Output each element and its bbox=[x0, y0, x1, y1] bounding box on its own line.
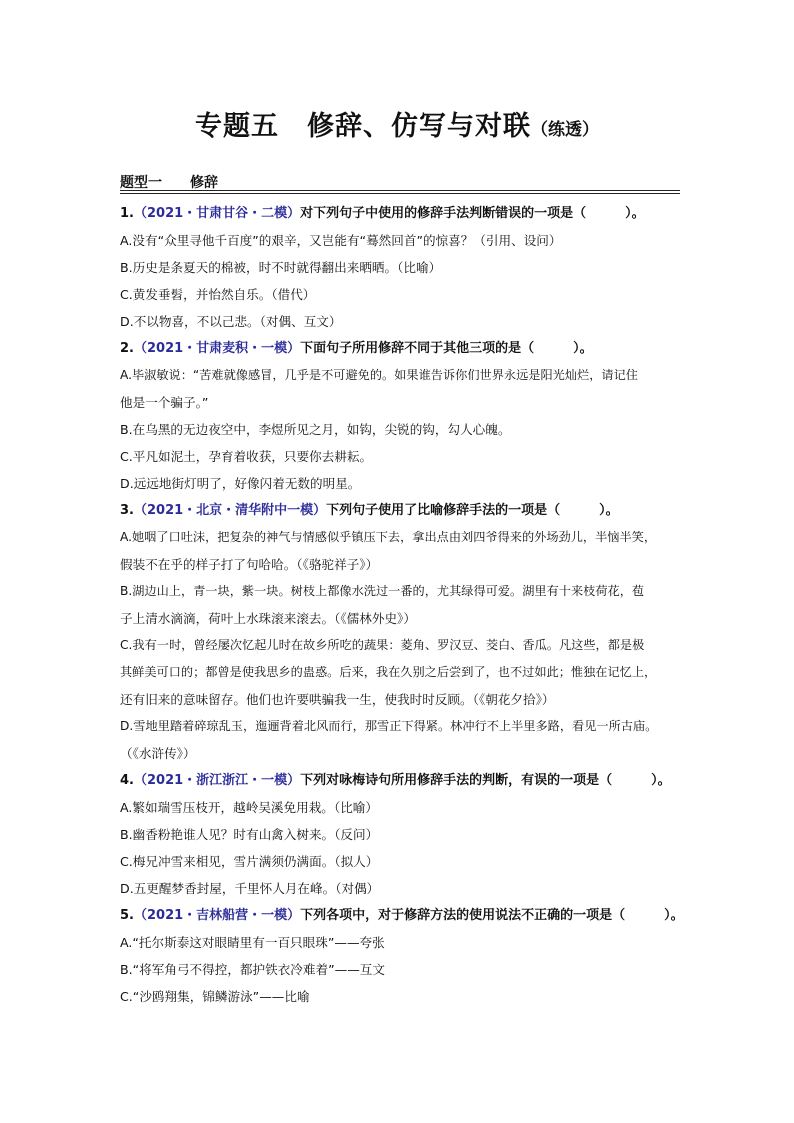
question-3-option-b-cont: 子上清水滴滴，荷叶上水珠滚来滚去。（《儒林外史》） bbox=[120, 611, 416, 626]
question-source: （2021・吉林船营・一模） bbox=[133, 908, 301, 923]
question-number: 3. bbox=[120, 503, 134, 518]
question-3-stem bbox=[120, 497, 700, 524]
question-3-option-a-cont: 假装不在乎的样子打了句哈哈。（《骆驼祥子》） bbox=[120, 557, 379, 572]
question-3-option-d-cont: （《水浒传》） bbox=[120, 746, 196, 761]
question-1-option-b: B.历史是条夏天的棉被，时不时就得翻出来晒晒。（比喻） bbox=[120, 260, 442, 275]
question-3-option-d: D.雪地里踏着碎琼乱玉，迤逦背着北风而行，那雪正下得紧。林冲行不上半里多路，看见一所古庙。 bbox=[120, 719, 658, 733]
question-3-option-b: B.湖边山上，青一块，紫一块。树枝上都像水洗过一番的，尤其绿得可爱。湖里有十来枝荷花，苞 bbox=[120, 584, 645, 598]
section-heading bbox=[120, 172, 680, 192]
question-5-option-c: C.“沙鸥翔集，锦鳞游泳”——比喻 bbox=[120, 989, 310, 1004]
question-source: （2021・甘肃麦积・一模） bbox=[133, 341, 301, 356]
question-source: （2021・浙江浙江・一模） bbox=[133, 773, 301, 788]
question-4-stem bbox=[120, 767, 700, 794]
question-1-option-a: A.没有“众里寻他千百度”的艰辛，又岂能有“蓦然回首”的惊喜？（引用、设问） bbox=[120, 233, 562, 248]
question-stem-text: 对下列句子中使用的修辞手法判断错误的一项是（ ）。 bbox=[300, 206, 645, 221]
question-number: 1. bbox=[120, 206, 134, 221]
question-stem-text: 下面句子所用修辞不同于其他三项的是（ ）。 bbox=[300, 341, 593, 356]
question-3-option-a: A.她咽了口吐沫，把复杂的神气与情感似乎镇压下去，拿出点由刘四爷得来的外场劲儿，半恼半笑， bbox=[120, 530, 657, 544]
question-1-option-d: D.不以物喜，不以己悲。（对偶、互文） bbox=[120, 314, 342, 329]
question-5-stem bbox=[120, 902, 700, 929]
question-2-option-a: A.毕淑敏说：“苦难就像感冒，几乎是不可避免的。如果谁告诉你们世界永远是阳光灿烂，请记住 bbox=[120, 368, 638, 382]
question-number: 2. bbox=[120, 341, 134, 356]
question-4-option-c: C.梅兄冲雪来相见，雪片满须仍满面。（拟人） bbox=[120, 854, 379, 869]
question-stem-text: 下列句子使用了比喻修辞手法的一项是（ ）。 bbox=[326, 503, 619, 518]
title-main: 专题五 修辞、仿写与对联 bbox=[195, 111, 531, 142]
question-2-option-c: C.平凡如泥土，孕育着收获，只要你去耕耘。 bbox=[120, 449, 373, 464]
question-2-stem bbox=[120, 335, 700, 362]
question-2-option-d: D.远远地街灯明了，好像闪着无数的明星。 bbox=[120, 476, 361, 491]
question-3-option-c: C.我有一时，曾经屡次忆起儿时在故乡所吃的蔬果：菱角、罗汉豆、茭白、香瓜。凡这些，都是极 bbox=[120, 638, 645, 652]
title-subtitle: （练透） bbox=[531, 120, 599, 140]
question-source: （2021・北京・清华附中一模） bbox=[133, 503, 327, 518]
page-title bbox=[0, 104, 794, 143]
question-2-option-a-cont: 他是一个骗子。” bbox=[120, 395, 209, 410]
question-4-option-a: A.繁如瑞雪压枝开，越岭吴溪免用栽。（比喻） bbox=[120, 800, 378, 815]
question-stem-text: 下列各项中，对于修辞方法的使用说法不正确的一项是（ ）。 bbox=[300, 908, 684, 923]
question-number: 4. bbox=[120, 773, 134, 788]
section-rule-thin bbox=[120, 193, 680, 194]
question-2-option-b: B.在乌黑的无边夜空中，李煜所见之月，如钩，尖锐的钩，勾人心魄。 bbox=[120, 422, 511, 437]
question-4-option-d: D.五更醒梦香封屋，千里怀人月在峰。（对偶） bbox=[120, 881, 380, 896]
question-source: （2021・甘肃甘谷・二模） bbox=[133, 206, 301, 221]
question-number: 5. bbox=[120, 908, 134, 923]
question-1-stem bbox=[120, 200, 700, 227]
question-3-option-c-cont-2: 还有旧来的意味留存。他们也许要哄骗我一生，使我时时反顾。（《朝花夕拾》） bbox=[120, 692, 555, 707]
question-stem-text: 下列对咏梅诗句所用修辞手法的判断，有误的一项是（ ）。 bbox=[300, 773, 671, 788]
question-5-option-b: B.“将军角弓不得控，都护铁衣冷难着”——互文 bbox=[120, 962, 385, 977]
question-4-option-b: B.幽香粉艳谁人见？时有山禽入树来。（反问） bbox=[120, 827, 379, 842]
question-1-option-c: C.黄发垂髫，并怡然自乐。（借代） bbox=[120, 287, 316, 302]
section-rule-thick bbox=[120, 190, 680, 191]
question-list bbox=[120, 200, 700, 1010]
section-label: 题型一 修辞 bbox=[120, 175, 218, 191]
question-3-option-c-cont: 其鲜美可口的；都曾是使我思乡的蛊惑。后来，我在久别之后尝到了，也不过如此；惟独在记忆上， bbox=[120, 665, 657, 679]
question-5-option-a: A.“托尔斯泰这对眼睛里有一百只眼珠”——夸张 bbox=[120, 935, 385, 950]
